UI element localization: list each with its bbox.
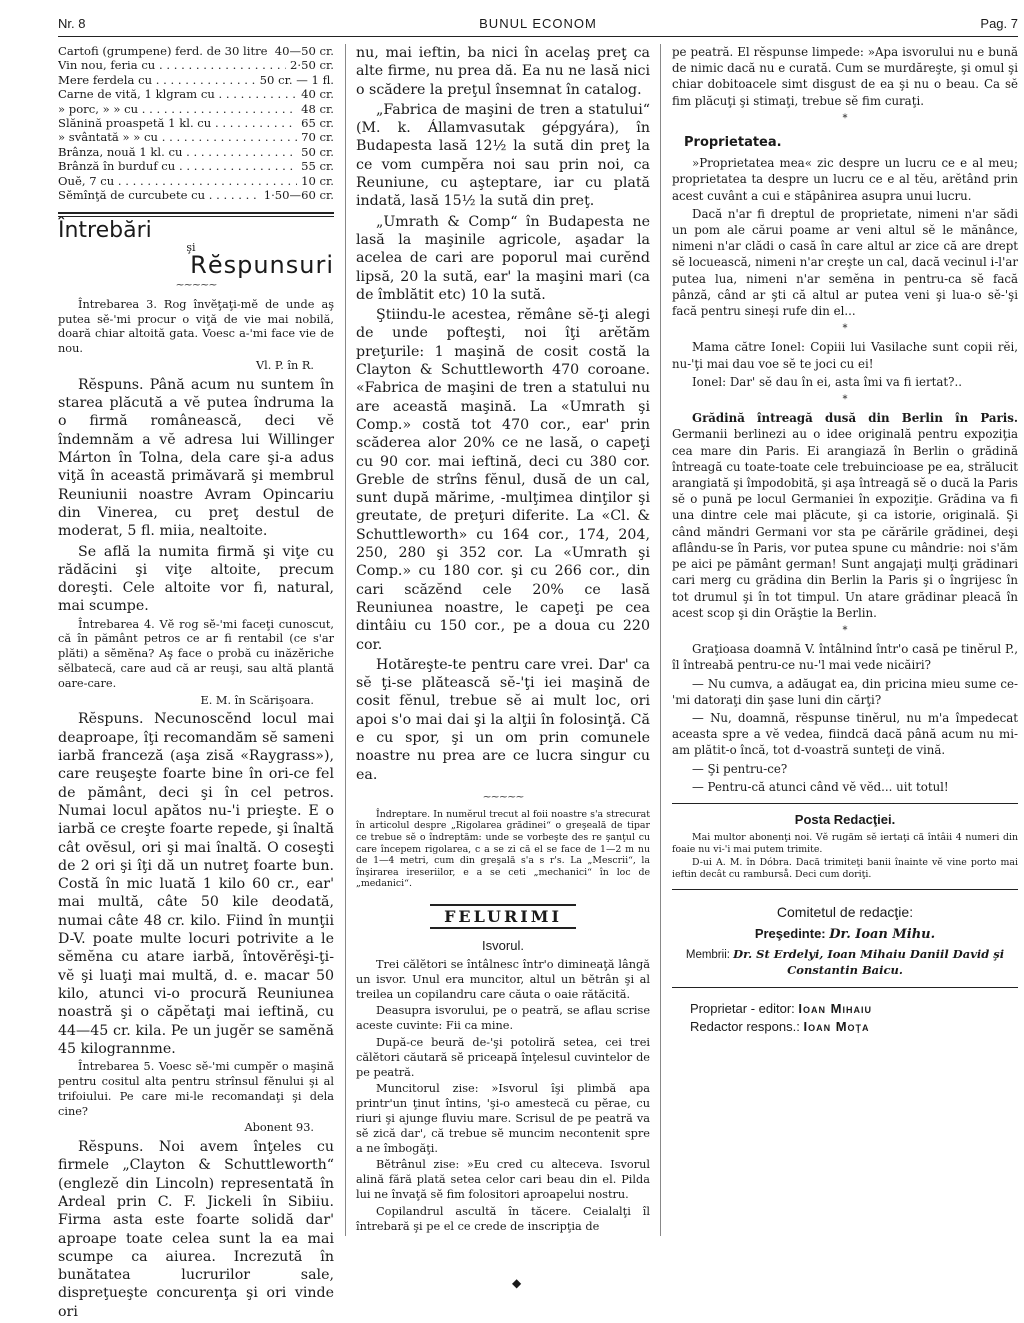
owner-block: [672, 1000, 1018, 1036]
answer-5-cont-p2: „Fabrica de maşini de tren a statului“ (M. k. Államvasutak gépgyára), în Budapesta lasă 12½ la sută din preţ la ce vom cumpĕra noi sau prin noi, ca Reuniune, cu aşteptare, iar cu plată indată, lasă 15½ la sută din preţ.: [356, 101, 650, 210]
answer-3-p2: Se află la numita firmă şi viţe cu rădăcini şi viţe altoite, precum doreşti. Cele altoite vor fi, natural, mai scumpe.: [58, 543, 334, 615]
owner-label: Proprietar - editor:: [690, 1000, 795, 1016]
answer-4: Rĕspuns. Necunoscĕnd locul mai deaproape, îţi recomandăm sĕ sameni iarbă franceză (aşa zisă «Raygrass»), care reuşeşte foarte bine în ori-ce fel de pământ, deci şi în cel petros. Numai locul apătos nu-'i prieşte. E o iarbă ce creşte foarte repede, şi înaltă cât ovĕsul, ori şi mai înaltă. O coseşti de 2 ori şi îţi dă un nutreţ foarte bun. Costă în mic luată 1 kilo 60 cr., ear' mai multă, câte 50 kile deodată, numai câte 48 cr. kilo. Fiind în munţii D-V. poate multe locuri potrivite a le sĕmĕna cu atare iarbă, întovĕrĕşi-ţi-vĕ şi luaţi mai multă, d. e. macar 50 kilo, atunci vi-o procură Reuniunea noastră şi o căpĕtaţi mai ieftină, cu 44—45 cr. kila. Pe un jugĕr se samĕnă 45 kilogrannme.: [58, 711, 334, 1057]
price-row: [58, 44, 334, 58]
issue-number: Nr. 8: [58, 16, 86, 31]
question-3: Întrebarea 3. Rog învĕţaţi-mĕ de unde aş putea sĕ-'mi procur o viţă de vie mai nobilă, doară chiar altoită gata. Voesc a-'mi face vie de nou.: [58, 297, 334, 356]
editorial-mail-p1: Mai multor abonenţi noi. Vĕ rugăm sĕ iertaţi că întâii 4 numeri din foaie nu vi-'i mai putem trimite.: [672, 832, 1018, 855]
editorial-mail-p2: D-ui A. M. în Dóbra. Dacă trimiteţi banii înainte vĕ vine porto mai ieftin decât cu ramburså. Deci cum doriţi.: [672, 857, 1018, 880]
column-3: [672, 44, 1018, 1036]
ornament: ~~~~~: [482, 789, 524, 803]
miscellany-banner: [356, 904, 650, 929]
dialog-4: — Şi pentru-ce?: [692, 761, 788, 776]
newspaper-title: BUNUL ECONOM: [479, 16, 597, 31]
dialog-3: — Nu, doamnă, rĕspunse tinĕrul, nu m'a împedecat aceasta spre a vĕ vedea, fiindcă dacă până acum nu mi-am plătit-o încă, tot d-voastră sunteţi de vină.: [672, 710, 1018, 758]
property-p1: »Proprietatea mea« zic despre un lucru ce e al meu; proprietatea ta despre un lucru ce e al tĕu, arĕtând prin acest cuvânt a cui e stăpânirea asupra unui lucru.: [672, 156, 1018, 203]
dialog-2: — Nu cumva, a adăugat ea, din pricina mieu sume ce-'mi datoraţi din şase luni din cărţi?: [672, 676, 1018, 707]
anecdote-ionel: Ionel: Dar' sĕ dau în ei, asta îmi va fi iertat?..: [692, 374, 962, 389]
price-row: [58, 102, 334, 116]
story-p1: Trei călĕtori se întâlnesc într'o dimineaţă lângă un isvor. Unul era muncitor, altul un bĕtrân şi al treilea un copilandru care căuta o oaie rătăcită.: [356, 958, 650, 1001]
price-item-value: 55 cr.: [301, 159, 334, 174]
members-label: Membrii:: [685, 948, 730, 961]
price-item-value: 65 cr.: [301, 116, 334, 131]
story-p4: Muncitorul zise: »Isvorul îşi plimbă apa printr'un ţinut întins, 'şi-o amestecă cu pĕrae, cu riuri şi ajunge fluviu mare. Scrisul de pe peatră va sĕ zică dar', că trebue sĕ muncim necontenit spre a ne îmbogăţi.: [356, 1082, 650, 1155]
price-item-name: Brânză în burduf cu . . .: [58, 159, 297, 173]
price-item-name: Cartofi (grumpene) ferd. de 30 litre . . .: [58, 44, 271, 58]
separator-star: *: [842, 323, 848, 335]
price-item-name: Ouĕ, 7 cu . . .: [58, 174, 297, 188]
price-item-name: » porc, » » cu . . .: [58, 102, 297, 116]
garden-title: Grădină întreagă dusă din Berlin în Paris.: [692, 411, 1018, 426]
price-row: [58, 159, 334, 173]
price-item-value: 48 cr.: [301, 101, 334, 116]
price-item-name: Sĕmînţă de curcubete cu . . .: [58, 188, 260, 202]
qa-title-questions: Întrebări: [58, 218, 152, 244]
price-row: [58, 174, 334, 188]
president-label: Preşedinte:: [754, 925, 826, 941]
story-p3: După-ce beură de-'şi potoliră setea, cei trei călĕtori căutară sĕ priceapă înţelesul cuvintelor de pe peatră.: [356, 1036, 650, 1079]
dialog-1: Graţioasa doamnă V. întâlnind într'o casă pe tinĕrul P., îl întreabă pentru-ce nu-'l mai vede nicăiri?: [672, 642, 1018, 673]
price-list: [58, 44, 334, 202]
members-line: [672, 947, 1018, 979]
dialog-5: — Pentru-că atunci când vĕ vĕd... uit totul!: [692, 779, 949, 794]
price-item-name: » svântată » » cu . . .: [58, 130, 297, 144]
section-divider: [58, 212, 334, 217]
price-item-value: 50 cr. — 1 fl.: [259, 72, 334, 87]
price-item-name: Slănină proaspetă 1 kl. cu . . .: [58, 116, 297, 130]
question-5-signature: Abonent 93.: [244, 1121, 314, 1135]
price-row: [58, 73, 334, 87]
price-row: [58, 58, 334, 72]
anecdote-mama: Mama către Ionel: Copiii lui Vasilache sunt copii rĕi, nu-'ţi mai dau voe sĕ te joci cu ei!: [672, 340, 1018, 371]
editor-name: Ioan Moţa: [803, 1018, 870, 1034]
price-item-name: Brânza, nouă 1 kl. cu . . .: [58, 145, 297, 159]
price-item-name: Mere ferdela cu . . .: [58, 73, 256, 87]
answer-3-p1: Rĕspuns. Până acum nu suntem în starea plăcută a vĕ putea îndruma la o firmă românească, deci vĕ îndemnăm a vĕ adresa lui Willinger Márton în Tolna, dela care şi-a adus viţă în această primăvară şi membrul Reuniunii noastre Avram Opincariu din Vinerea, cu preţ destul de moderat, 5 fl. miia, nealtoite.: [58, 376, 334, 540]
qa-title-and: şi: [186, 241, 196, 255]
price-item-value: 10 cr.: [301, 173, 334, 188]
qa-title-answers: Rĕspunsuri: [190, 250, 334, 279]
property-p2: Dacă n'ar fi dreptul de proprietate, nimeni n'ar sădi un pom ale cărui poame ar veni altul sĕ le mănânce, nimeni n'ar clădi o casă în care altul ar zice că are drept sĕ locuească, nimeni n'ar creşte un cal, dacă vecinul i-l'ar putea lua, nimeni n'ar semĕna in pentru-ca sĕ facă pânză, când ar şti că altul ar putea veni şi lua-o sĕ-'şi facă pentru sineşi rufe din el...: [672, 206, 1018, 319]
story-end: pe peatră. El rĕspunse limpede: »Apa isvorului nu e bună de nimic dacă nu e curată. Cum se murdăreşte, şi omul şi chiar dobitoacele simt disgust de ea şi nu o beau. Ca sĕ fim plăcuţi şi stimaţi, trebue sĕ fim curaţi.: [672, 45, 1018, 108]
story-p5: Bĕtrânul zise: »Eu cred cu alteceva. Isvorul alină fără plată setea celor cari beau din el. Pilda lui ne învaţă sĕ fim folositori aproapelui nostru.: [356, 1158, 650, 1201]
answer-5-cont-p4: Ştiindu-le acestea, rĕmâne sĕ-ţi alegi de unde pofteşti, noi îţi arĕtăm preţurile: 1 maşină de cosit costă la Clayton & Schuttleworth 470 coroane. «Fabrica de maşini de tren a statului nu are această maşină. La «Umrath şi Comp.» costă tot 470 cor., ear' prin scăderea alor 20% ce ne lasă, o capeţi cu 90 cor. mai ieftină, deci cu 380 cor. Greble de strîns fĕnul, dusă de un cal, sunt după mărime, -mulţimea dinţilor şi greutate, de preţuri diferite. La «Cl. & Schuttleworth» cu 164 cor., 174, 204, 250, 280 şi 352 cor. La «Umrath şi Comp.» cu 180 cor. şi cu 266 cor., din cari scăzĕnd cele 20% ce lasă Reuniunea noastre, le capeţi pe cea dintâiu cu 150 cor., pe a doua cu 220 cor.: [356, 307, 650, 653]
end-mark: ◆: [512, 1276, 522, 1290]
question-4-signature: E. M. în Scărişoara.: [200, 693, 314, 707]
price-item-value: 40 cr.: [301, 87, 334, 102]
column-2: [345, 44, 661, 1236]
separator-star: *: [842, 394, 848, 406]
garden-text: Germanii berlinezi au o idee originală pentru expoziţia cea mare din Paris. Ei arangiază în Berlin o grădină întreagă cu toate-toate cele trebuincioase pe ea, strălucit arangiată şi împodobită, şi aşa întreagă sĕ o ducă la Paris sĕ o pună pe locul Germaniei în expoziţie. Grădina va fi una dintre cele mai plăcute, şi ca istorie, originală. Şi când măndri Germani vor sta pe cărările grădinei, deşi aflându-se în Paris, vor putea spune cu mândrie: noi s'ăm pe aici pe pământ german! Sunt angajaţi mulţi grădinari cari merg cu grădina din Berlin la Paris şi o îngrijesc în tot drumul şi în tot timpul. Un atare grădinar pleacă în acest scop şi din Orăştie la Berlin.: [672, 427, 1018, 620]
price-item-name: Carne de vită, 1 klgram cu . . .: [58, 87, 297, 101]
members-names: Dr. St Erdelyi, Ioan Mihaiu Daniil David şi Constantin Baicu.: [733, 946, 1005, 977]
price-row: [58, 188, 334, 202]
price-item-value: 2·50 cr.: [290, 58, 334, 73]
price-row: [58, 116, 334, 130]
price-row: [58, 130, 334, 144]
editorial-mail-title: Posta Redacţiei.: [794, 811, 896, 827]
erratum-note: Îndreptare. In numĕrul trecut al foii noastre s'a strecurat în articolul despre „Rigolarea grădinei“ o greşeală de tipar ce trebue sĕ o îndreptăm: unde se vorbeşte des re şanţul cu care începem rigolarea, c a se zi că el se face de 1—2 m nu de 1—4 metri, cum din greşală s'a s r's. La „Mescrii“, la înşirarea ireseriilor, e a se ceti „mechanici“ în loc de „medanici“.: [356, 808, 650, 890]
answer-5-cont-p3: „Umrath & Comp“ în Budapesta ne lasă la maşinile agricole, aşadar la acelea de cari are poporul mai curĕnd lipsă, 20 la sută, ear' la maşini mari (ca de îmblătit etc) 10 la sută.: [356, 213, 650, 303]
price-item-value: 1·50—60 cr.: [263, 188, 334, 203]
owner-name: Ioan Mihaiu: [798, 1000, 872, 1016]
editor-label: Redactor respons.:: [690, 1018, 800, 1034]
page-header: [58, 12, 1018, 37]
divider: [672, 803, 1018, 804]
property-title: Proprietatea.: [684, 135, 782, 151]
answer-5-cont-p5: Hotăreşte-te pentru care vrei. Dar' ca sĕ ţi-se plătească sĕ-'ţi iei maşină de cosit fĕnul, trebue sĕ ai mult loc, ori apoi s'o mai dai şi la alţii în folosinţă. Că e cu spor, şi un om prin comunele noastre nu prea are ce lucra singur cu ea.: [356, 656, 650, 783]
separator-star: *: [842, 624, 848, 636]
answer-5-start: Rĕspuns. Noi avem înţeles cu firmele „Clayton & Schuttleworth“ (englezĕ din Lincoln) representată în Ardeal prin C. F. Jickeli în Sibiiu. Firma asta este foarte solidă dar' aproape toate celea sunt la ea mai scumpe ca aiurea. Increzută în bunătatea lucrurilor sale, dispreţueşte concurenţa şi ori vinde ori: [58, 1139, 334, 1320]
column-1: [58, 44, 334, 1323]
question-4: Întrebarea 4. Vĕ rog sĕ-'mi faceţi cunoscut, că în pământ petros ce ar fi rentabil (ce s'ar plăti) a sĕmĕna? Aş face o probă cu inăzĕriche sĕlbatecă, care aud că ar reuşi, sau altă plantă oare-care.: [58, 617, 334, 690]
price-row: [58, 87, 334, 101]
question-3-signature: Vl. P. în R.: [255, 359, 314, 373]
answer-5-cont-p1: nu, mai ieftin, ba nici în acelaş preţ ca alte firme, nu prea dă. Ea nu ne lasă nici o scădere la preţul însemnat în catalog.: [356, 45, 650, 98]
price-item-value: 50 cr.: [301, 144, 334, 159]
page-number: Pag. 7: [980, 16, 1018, 31]
president-line: [672, 926, 1018, 943]
price-row: [58, 145, 334, 159]
separator-star: *: [842, 112, 848, 124]
story-title: Isvorul.: [482, 938, 524, 954]
divider: [672, 889, 1018, 890]
story-p2: Deasupra isvorului, pe o peatră, se aflau scrise aceste cuvinte: Fii ca mine.: [356, 1004, 650, 1033]
question-5: Întrebarea 5. Voesc sĕ-'mi cumpĕr o maşină pentru cositul alta pentru strînsul fĕnului şi al trifoiului. Pe care mi-le recomandaţi şi dela cine?: [58, 1060, 334, 1118]
divider: [672, 987, 1018, 988]
price-item-value: 70 cr.: [301, 130, 334, 145]
price-item-name: Vin nou, feria cu . . .: [58, 58, 286, 72]
committee-title: Comitetul de redacţie:: [776, 903, 914, 920]
ornament: ~~~~~: [175, 278, 217, 292]
president-name: Dr. Ioan Mihu.: [829, 926, 936, 942]
price-item-value: 40—50 cr.: [274, 44, 334, 58]
miscellany-title: FELURIMI: [430, 904, 576, 929]
story-p6: Copilandrul ascultă în tăcere. Ceialalţi îl întrebară şi pe el ce crede de inscripţia de: [356, 1204, 650, 1233]
